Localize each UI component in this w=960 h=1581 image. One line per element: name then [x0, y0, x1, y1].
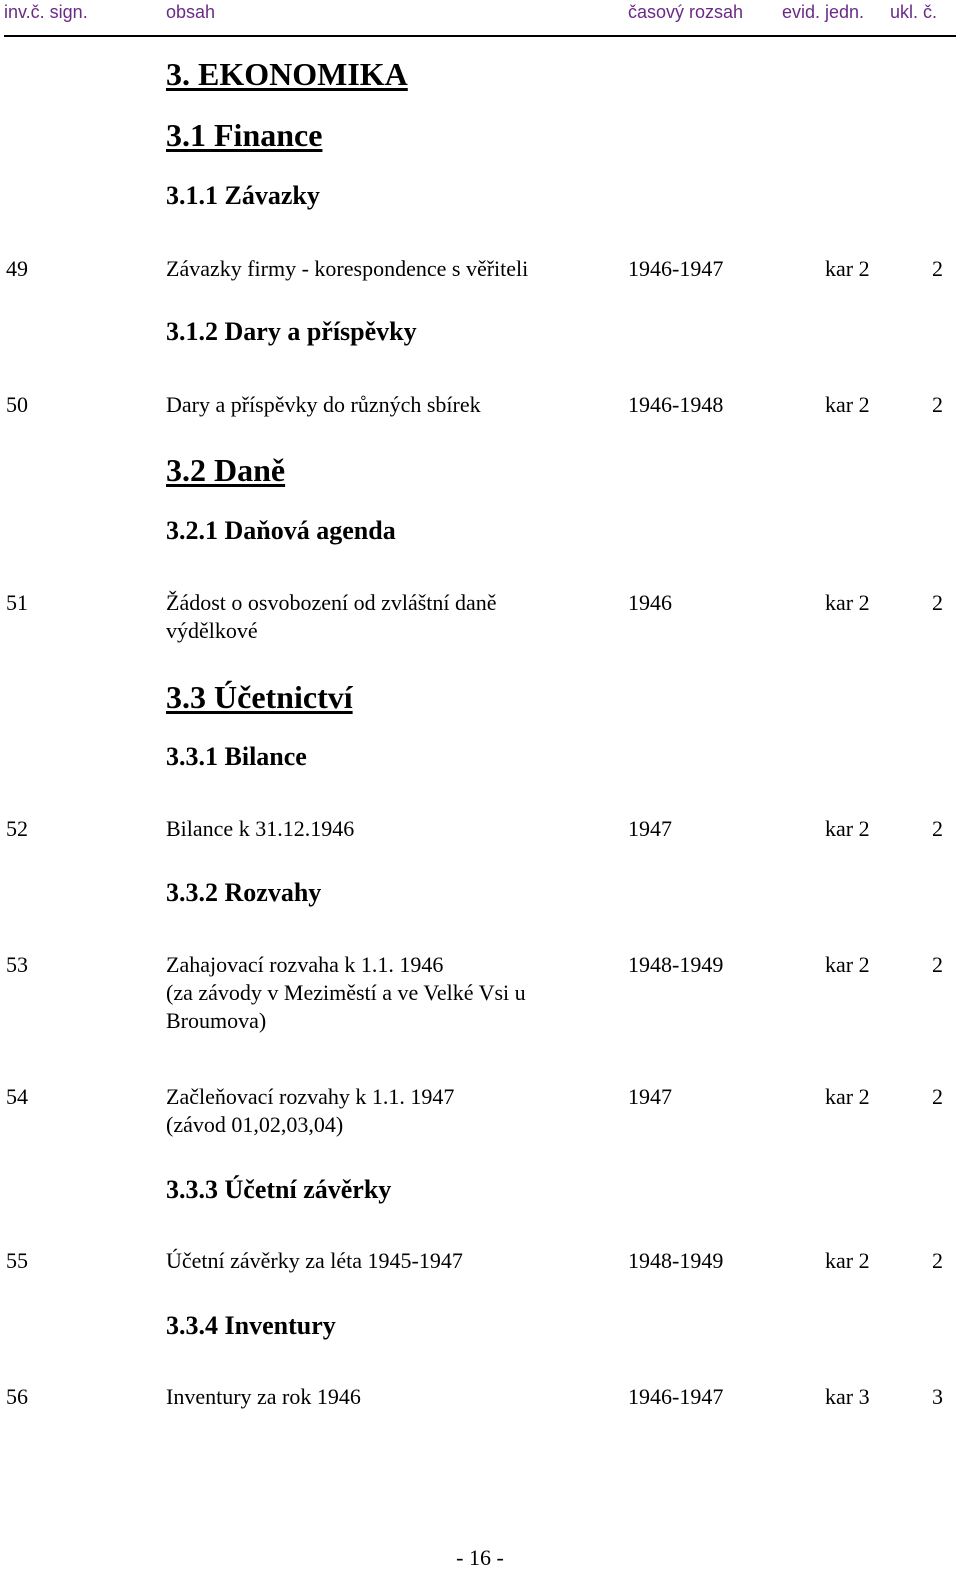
entry-ukl: 2: [932, 590, 943, 615]
entry-range: 1948-1949: [628, 1248, 724, 1273]
entry-title: [166, 1383, 606, 1411]
entry-title: [166, 391, 606, 419]
entry-unit: kar 2: [825, 1248, 870, 1273]
entry-title-line: Závazky firmy - korespondence s věřiteli: [166, 256, 529, 281]
header-sign: inv.č. sign.: [4, 2, 88, 22]
entry-unit: kar 2: [825, 1084, 870, 1109]
entry-title-line: Inventury za rok 1946: [166, 1384, 361, 1409]
entry-title-line: Zahajovací rozvaha k 1.1. 1946: [166, 952, 444, 977]
heading-3-2: 3.2 Daně: [166, 452, 286, 488]
entry-title: [166, 1247, 606, 1275]
entry-title-line: Dary a příspěvky do různých sbírek: [166, 392, 481, 417]
entry-number: 51: [6, 590, 28, 615]
entry-range: 1948-1949: [628, 952, 724, 977]
header-range: časový rozsah: [628, 2, 744, 22]
entry-unit: kar 2: [825, 816, 870, 841]
entry-title-line: Žádost o osvobození od zvláštní daně: [166, 590, 497, 615]
entry-range: 1946-1948: [628, 392, 724, 417]
entry-range: 1947: [628, 1084, 672, 1109]
entry-number: 54: [6, 1084, 28, 1109]
heading-3-3-2: 3.3.2 Rozvahy: [166, 878, 322, 907]
entry-ukl: 2: [932, 256, 943, 281]
entry-title-line: Začleňovací rozvahy k 1.1. 1947: [166, 1084, 455, 1109]
entry-title-line: Bilance k 31.12.1946: [166, 816, 355, 841]
header-content: obsah: [166, 2, 216, 22]
heading-3-3: 3.3 Účetnictví: [166, 679, 353, 715]
entry-ukl: 2: [932, 1084, 943, 1109]
entry-number: 49: [6, 256, 28, 281]
entry-number: 52: [6, 816, 28, 841]
entry-range: 1946-1947: [628, 256, 724, 281]
entry-ukl: 2: [932, 1248, 943, 1273]
entry-range: 1947: [628, 816, 672, 841]
heading-3-3-1: 3.3.1 Bilance: [166, 742, 307, 771]
entry-unit: kar 3: [825, 1384, 870, 1409]
entry-title-line: Broumova): [166, 1008, 267, 1033]
entry-title-line: (závod 01,02,03,04): [166, 1112, 344, 1137]
header-ukl: ukl. č.: [890, 2, 938, 22]
table-header: [0, 0, 960, 40]
entry-number: 56: [6, 1384, 28, 1409]
entry-ukl: 2: [932, 952, 943, 977]
entry-range: 1946-1947: [628, 1384, 724, 1409]
entry-number: 53: [6, 952, 28, 977]
entry-title-line: Účetní závěrky za léta 1945-1947: [166, 1248, 463, 1273]
entry-ukl: 3: [932, 1384, 943, 1409]
heading-3-1: 3.1 Finance: [166, 117, 323, 153]
heading-3-1-1: 3.1.1 Závazky: [166, 181, 320, 210]
entry-ukl: 2: [932, 816, 943, 841]
entry-range: 1946: [628, 590, 672, 615]
entry-unit: kar 2: [825, 256, 870, 281]
entry-title-line: (za závody v Meziměstí a ve Velké Vsi u: [166, 980, 526, 1005]
entry-unit: kar 2: [825, 590, 870, 615]
entry-title: [166, 815, 606, 843]
heading-3-2-1: 3.2.1 Daňová agenda: [166, 516, 396, 545]
entry-title-line: výdělkové: [166, 618, 258, 643]
header-unit: evid. jedn.: [782, 2, 865, 22]
entry-unit: kar 2: [825, 952, 870, 977]
heading-3-3-4: 3.3.4 Inventury: [166, 1311, 336, 1340]
heading-3-3-3: 3.3.3 Účetní závěrky: [166, 1175, 392, 1204]
entry-ukl: 2: [932, 392, 943, 417]
heading-3: 3. EKONOMIKA: [166, 56, 408, 92]
entry-unit: kar 2: [825, 392, 870, 417]
entry-title: [166, 589, 606, 645]
page-number: - 16 -: [456, 1545, 504, 1570]
entry-number: 55: [6, 1248, 28, 1273]
heading-3-1-2: 3.1.2 Dary a příspěvky: [166, 317, 417, 346]
header-divider: [4, 35, 956, 37]
entry-title: [166, 951, 606, 1035]
entry-title: [166, 255, 606, 283]
entry-number: 50: [6, 392, 28, 417]
entry-title: [166, 1083, 606, 1139]
